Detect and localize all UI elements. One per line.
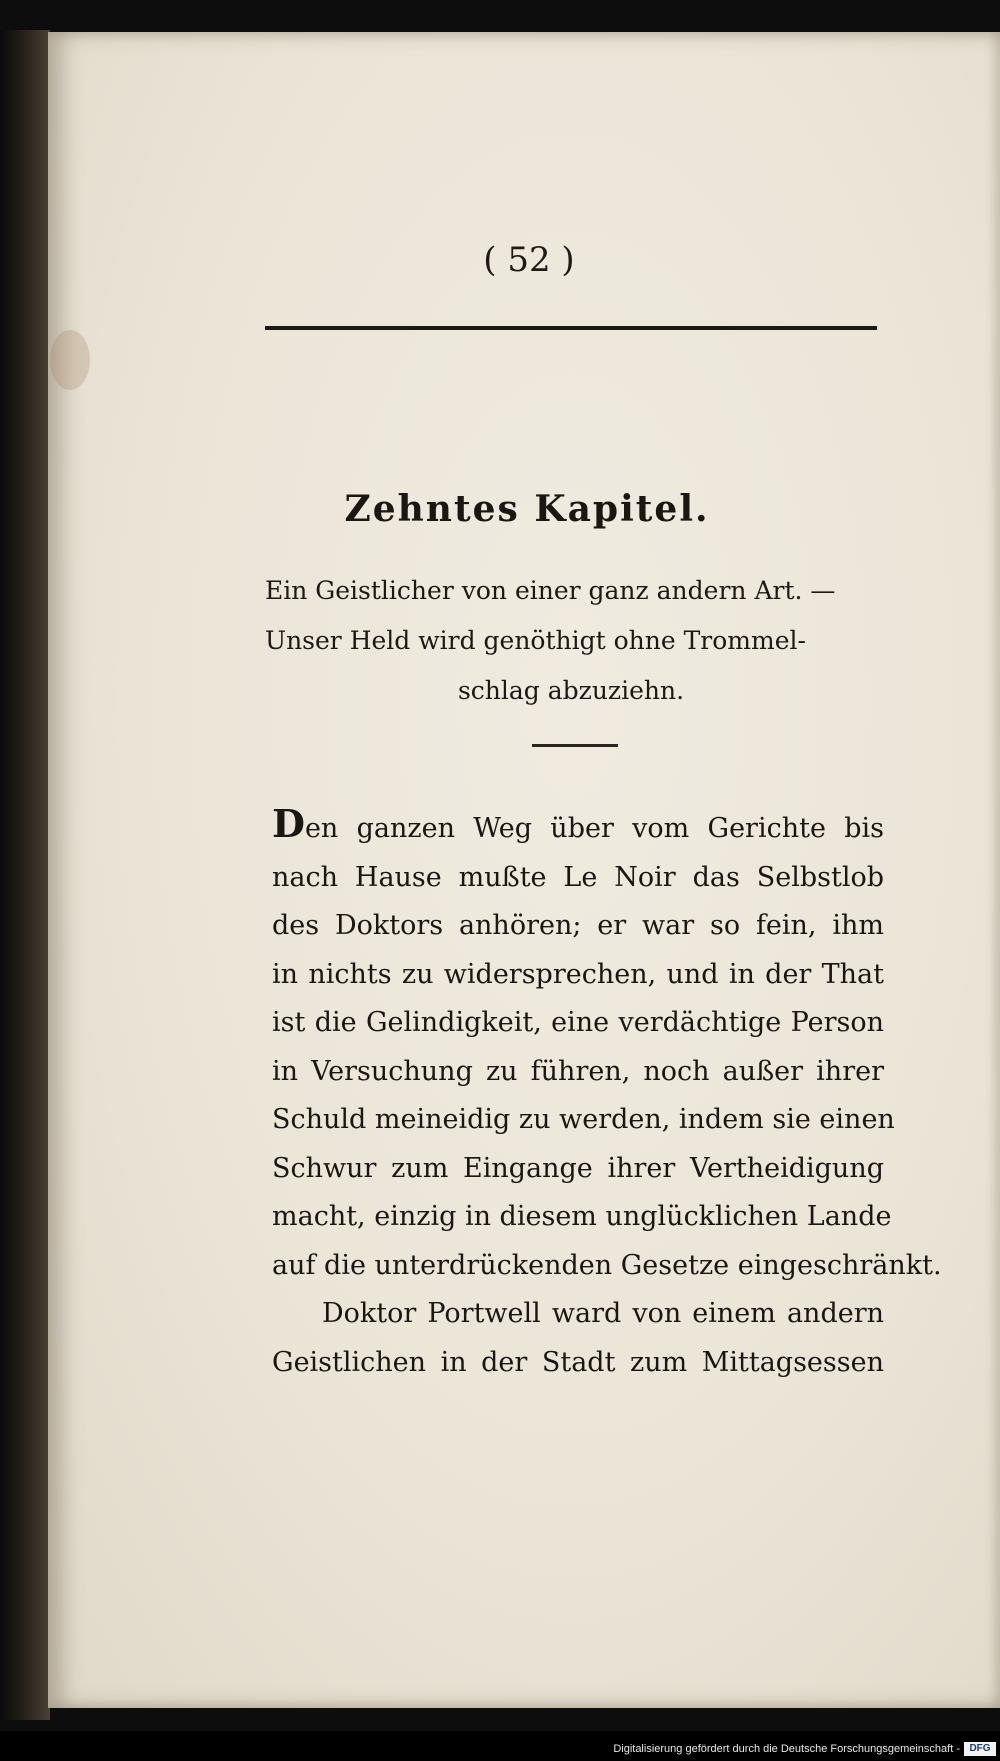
section-divider xyxy=(532,744,618,747)
summary-line: schlag abzuziehn. xyxy=(457,676,685,705)
header-rule xyxy=(265,326,877,330)
body-line: nach Hause mußte Le Noir das Selbstlob xyxy=(272,861,884,893)
book-cover-edge xyxy=(0,30,50,1720)
body-line: Den ganzen Weg über vom Gerichte bis xyxy=(272,801,884,846)
body-line: des Doktors anhören; er war so fein, ihm xyxy=(272,910,884,941)
page-number: ( 52 ) xyxy=(483,240,575,280)
body-line: in nichts zu widersprechen, und in der That xyxy=(272,958,884,990)
body-line: Schuld meineidig zu werden, indem sie einen xyxy=(272,1104,895,1135)
summary-line: Unser Held wird genöthigt ohne Trommel- xyxy=(265,626,806,655)
body-line: in Versuchung zu führen, noch außer ihrer xyxy=(272,1055,884,1087)
chapter-title: Zehntes Kapitel. xyxy=(344,488,710,530)
body-line: ist die Gelindigkeit, eine verdächtige Person xyxy=(272,1007,884,1038)
body-line: Schwur zum Eingange ihrer Vertheidigung xyxy=(272,1152,884,1184)
paper-stain xyxy=(50,330,90,390)
funding-credit: Digitalisierung gefördert durch die Deutsche Forschungsgemeinschaft - xyxy=(613,1743,960,1755)
body-line: Doktor Portwell ward von einem andern xyxy=(322,1298,884,1329)
initial-letter: D xyxy=(272,801,305,846)
summary-line: Ein Geistlicher von einer ganz andern Art. — xyxy=(265,576,836,605)
dfg-logo: DFG xyxy=(964,1742,996,1756)
body-line: Geistlichen in der Stadt zum Mittagsessen xyxy=(272,1346,884,1378)
chapter-summary xyxy=(265,566,877,716)
body-text xyxy=(272,800,942,1387)
body-line: macht, einzig in diesem unglücklichen Lande xyxy=(272,1201,892,1232)
body-line: auf die unterdrückenden Gesetze eingeschränkt. xyxy=(272,1249,942,1281)
